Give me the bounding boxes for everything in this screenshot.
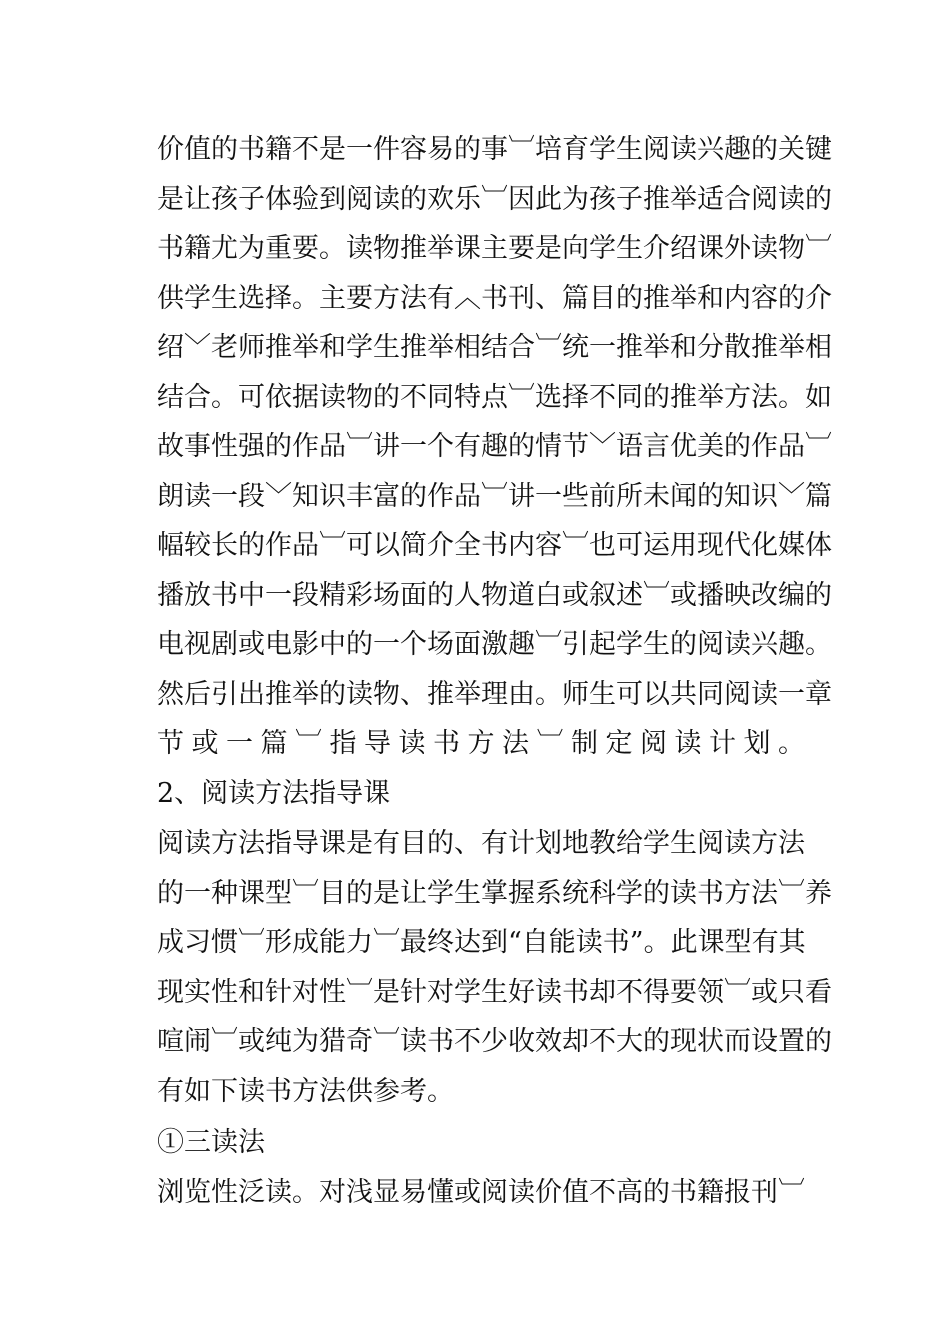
text-line: 故事性强的作品︺讲一个有趣的情节﹀语言优美的作品︺ xyxy=(157,431,832,462)
text-line: 朗读一段﹀知识丰富的作品︺讲一些前所未闻的知识﹀篇 xyxy=(157,481,832,512)
text-line: 节或一篇︺指导读书方法︺制定阅读计划。 xyxy=(157,728,805,759)
text-line: 的一种课型︺目的是让学生掌握系统科学的读书方法︺养 xyxy=(157,878,832,909)
text-line: 幅较长的作品︺可以简介全书内容︺也可运用现代化媒体 xyxy=(157,530,832,561)
text-line: 阅读方法指导课是有目的、有计划地教给学生阅读方法 xyxy=(157,828,805,859)
text-line: 价值的书籍不是一件容易的事︺培育学生阅读兴趣的关键 xyxy=(157,134,832,165)
section-heading: 2、阅读方法指导课 xyxy=(157,778,391,809)
text-line: 喧闹︺或纯为猎奇︺读书不少收效却不大的现状而设置的 xyxy=(157,1026,832,1057)
text-line: 书籍尤为重要。读物推举课主要是向学生介绍课外读物︺ xyxy=(157,233,832,264)
text-line: 有如下读书方法供参考。 xyxy=(157,1076,454,1107)
text-line: 然后引出推举的读物、推举理由。师生可以共同阅读一章 xyxy=(157,679,832,710)
text-line: 供学生选择。主要方法有︿书刊、篇目的推举和内容的介 xyxy=(157,283,832,314)
text-line: 结合。可依据读物的不同特点︺选择不同的推举方法。如 xyxy=(157,382,832,413)
text-line: 浏览性泛读。对浅显易懂或阅读价值不高的书籍报刊︺ xyxy=(157,1177,805,1208)
text-line: 现实性和针对性︺是针对学生好读书却不得要领︺或只看 xyxy=(157,977,832,1008)
subsection-heading: ①三读法 xyxy=(157,1127,265,1158)
text-line: 播放书中一段精彩场面的人物道白或叙述︺或播映改编的 xyxy=(157,580,832,611)
text-line: 电视剧或电影中的一个场面激趣︺引起学生的阅读兴趣。 xyxy=(157,629,832,660)
text-line: 成习惯︺形成能力︺最终达到“自能读书”。此课型有其 xyxy=(157,927,806,958)
text-line: 是让孩子体验到阅读的欢乐︺因此为孩子推举适合阅读的 xyxy=(157,184,832,215)
text-line: 绍﹀老师推举和学生推举相结合︺统一推举和分散推举相 xyxy=(157,332,832,363)
